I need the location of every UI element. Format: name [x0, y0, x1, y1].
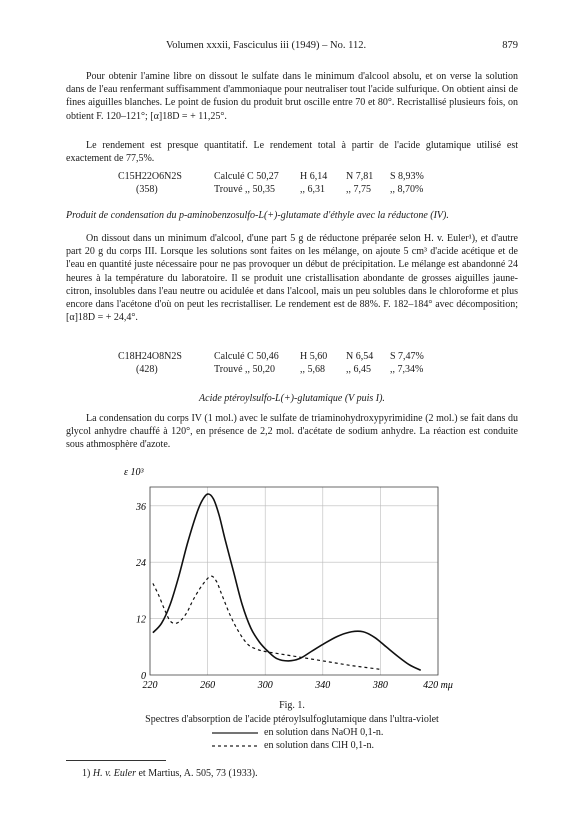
found-h: ,, 5,68: [300, 364, 325, 375]
x-tick-label: 220: [142, 680, 158, 691]
legend-dashed: [212, 740, 374, 751]
chart-grid: [150, 487, 438, 675]
analysis-block-1: [118, 170, 518, 198]
found-c: Trouvé ,, 50,35: [214, 184, 276, 195]
calculated-n: N 7,81: [346, 171, 374, 182]
calculated-n: N 6,54: [346, 351, 374, 362]
y-tick-label: 0: [141, 671, 146, 682]
plot-frame: [150, 487, 438, 675]
molecular-weight: (358): [136, 184, 158, 195]
found-h: ,, 6,31: [300, 184, 325, 195]
legend-solid: [212, 727, 383, 738]
calculated-c: Calculé C 50,46: [214, 351, 279, 362]
legend-solid-label: en solution dans NaOH 0,1-n.: [264, 727, 384, 738]
chart-axes: [150, 487, 438, 675]
formula: C15H22O6N2S: [118, 171, 182, 182]
footnote: [82, 768, 258, 779]
molecular-weight: (428): [136, 364, 158, 375]
clh-series-line: [153, 576, 381, 669]
x-tick-label: 420 mμ: [423, 680, 453, 691]
footnote-citation: et Martius, A. 505, 73 (1933).: [135, 768, 258, 779]
paragraph-4: La condensation du corps IV (1 mol.) avec le sulfate de triaminohydroxypyrimidine (2 mol.) se fait dans du glycol anhydre chauffé à 120°, en présence de 2,2 mol. d'acétate de sodium anhydre. La réaction est conduite sous athmosphère d'azote.: [66, 413, 518, 451]
found-s: ,, 8,70%: [390, 184, 424, 195]
x-tick-label: 260: [200, 680, 216, 691]
x-tick-label: 340: [315, 680, 331, 691]
journal-title: Volumen xxxii, Fasciculus iii (1949) – No. 112.: [166, 40, 367, 51]
footnote-authors: H. v. Euler: [92, 768, 136, 779]
calculated-h: H 5,60: [300, 351, 328, 362]
legend-dashed-swatch: [212, 743, 258, 749]
footnote-rule: [66, 760, 166, 761]
calculated-c: Calculé C 50,27: [214, 171, 279, 182]
found-n: ,, 6,45: [346, 364, 371, 375]
found-c: Trouvé ,, 50,20: [214, 364, 276, 375]
legend-solid-swatch: [212, 730, 258, 736]
legend-dashed-label: en solution dans ClH 0,1-n.: [264, 740, 374, 751]
y-tick-label: 24: [136, 558, 146, 570]
calculated-s: S 8,93%: [390, 171, 424, 182]
formula: C18H24O8N2S: [118, 351, 182, 362]
analysis-block-2: [118, 350, 518, 378]
figure-label: Fig. 1.: [279, 700, 305, 711]
calculated-s: S 7,47%: [390, 351, 424, 362]
section-heading: Acide ptéroylsulfo-L(+)-glutamique (V puis I).: [199, 393, 385, 404]
y-tick-label: 36: [136, 501, 146, 513]
paragraph-1: Pour obtenir l'amine libre on dissout le sulfate dans le minimum d'alcool absolu, et on verse la solution dans de l'eau renfermant suffisamment d'ammoniaque pour neutraliser tout l'acide sulfurique. On obtient ainsi de fines aiguilles blanches. Le point de fusion du produit brut oscille entre 70 et 80°. Recristallisé plusieurs fois, on obtient F. 120–121°; [α]18D = + 11,25°.: [66, 71, 518, 122]
calculated-h: H 6,14: [300, 171, 328, 182]
found-s: ,, 7,34%: [390, 364, 424, 375]
y-axis-label: ε 10³: [124, 467, 144, 478]
paragraph-3: On dissout dans un minimum d'alcool, d'une part 5 g de réductone préparée selon H. v. Euler¹), et d'autre part 20 g du corps III. Lorsque les solutions sont faites on les mélange, on ajoute 5 cm³ d'acide acétique et de l'eau en quantité juste nécessaire pour ne pas provoquer un début de précipitation. Le mélange est abandonné 24 heures à la température du laboratoire. Il se produit une cristallisation abondante de grosses aiguilles jaune-citron, insolubles dans l'eau neutre ou acidulée et dans l'alcool, mais un peu solubles dans le chloroforme et plus encore dans l'acétone d'où on peut les recristalliser. Le rendement est de 88%. F. 182–184° avec décomposition; [α]18D = + 24,4°.: [66, 233, 518, 324]
found-n: ,, 7,75: [346, 184, 371, 195]
y-tick-label: 12: [136, 614, 146, 626]
section-heading: Produit de condensation du p-aminobenzosulfo-L(+)-glutamate d'éthyle avec la réductone (IV).: [66, 210, 449, 221]
x-tick-label: 300: [257, 680, 273, 691]
paragraph-2: Le rendement est presque quantitatif. Le rendement total à partir de l'acide glutamique utilisé est exactement de 77,5%.: [66, 140, 518, 165]
absorption-spectrum-chart: [118, 463, 458, 693]
page-number: 879: [502, 40, 518, 51]
footnote-mark: 1): [82, 768, 91, 779]
figure-caption: Spectres d'absorption de l'acide ptéroylsulfoglutamique dans l'ultra-violet: [145, 714, 439, 725]
x-tick-label: 380: [372, 680, 388, 691]
